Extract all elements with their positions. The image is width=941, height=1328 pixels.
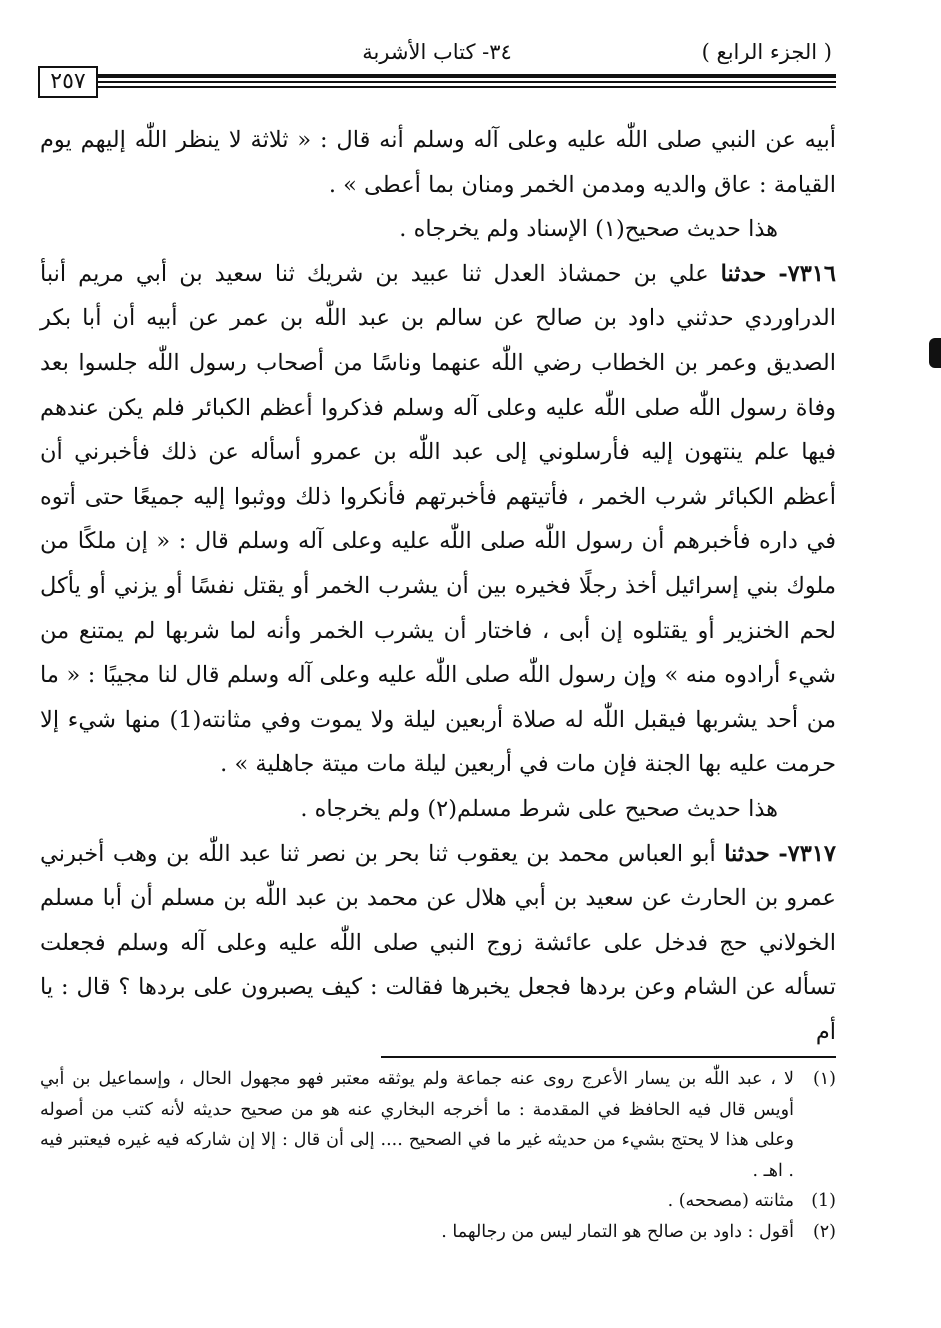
footnote-number: (٢) <box>812 1221 836 1242</box>
margin-tab-marker <box>929 338 941 368</box>
hadith-keyword: حدثنا <box>724 840 770 867</box>
paragraph-hadith-end: أبيه عن النبي صلى اللّٰه عليه وعلى آله وسلم أنه قال : « ثلاثة لا ينظر اللّٰه إليهم يوم القيامة : عاق والديه ومدمن الخمر ومنان بما أعطى » . <box>40 127 836 198</box>
hadith-text: علي بن حمشاذ العدل ثنا عبيد بن شريك ثنا سعيد بن أبي مريم أنبأ الدراوردي حدثني داود بن صالح عن سالم بن عبد اللّٰه بن عمر عن أبيه أن أبا بكر الصديق وعمر بن الخطاب رضي اللّٰه عنهما وناسًا من أصحاب رسول اللّٰه جلسوا بعد وفاة رسول اللّٰه صلى اللّٰه عليه وعلى آله وسلم فذكروا أعظم الكبائر فلم يكن عندهم فيها علم ينتهون إليه فأرسلوني إلى عبد اللّٰه بن عمرو أسأله عن ذلك فأخبرني أن أعظم الكبائر شرب الخمر ، فأتيتهم فأخبرتهم فأنكروا ذلك ووثبوا إليه جميعًا حتى أتوه في داره فأخبرهم أن رسول اللّٰه صلى اللّٰه عليه وعلى آله وسلم قال : « إن ملكًا من ملوك بني إسرائيل أخذ رجلًا فخيره بين أن يشرب الخمر أو يقتل نفسًا أو يزني أو يأكل لحم الخنزير أو يقتلوه إن أبى ، فاختار أن يشرب الخمر وأنه لما شربها لم يمتنع من شيء أرادوه منه » وإن رسول اللّٰه صلى اللّٰه عليه وعلى آله وسلم قال لنا مجيبًا : « ما من أحد يشربها فيقبل اللّٰه له صلاة أربعين ليلة ولا يموت وفي مثانته(1) منها شيء إلا حرمت عليه بها الجنة فإن مات في أربعين ليلة مات ميتة جاهلية » . <box>40 260 836 778</box>
header-rule <box>96 74 836 78</box>
hadith-number: ٧٣١٧- <box>778 840 836 867</box>
header-rule-thin <box>96 81 836 83</box>
hadith-number: ٧٣١٦- <box>778 260 837 287</box>
hadith-7316 <box>40 252 836 787</box>
footnote-rule <box>381 1056 836 1058</box>
hadith-keyword: حدثنا <box>720 260 767 287</box>
header-rule-thin-2 <box>96 86 836 88</box>
paragraph-grading-1: هذا حديث صحيح(١) الإسناد ولم يخرجاه . <box>399 216 778 243</box>
footnote-text: أقول : داود بن صالح هو التمار ليس من رجالهما . <box>441 1221 794 1242</box>
page-number: ٢٥٧ <box>38 66 98 98</box>
chapter-title: ٣٤- كتاب الأشربة <box>362 40 512 64</box>
hadith-text: أبو العباس محمد بن يعقوب ثنا بحر بن نصر ثنا عبد اللّٰه بن وهب أخبرني عمرو بن الحارث عن سعيد بن أبي هلال عن محمد بن عبد اللّٰه بن مسلم أن أبا مسلم الخولاني حج فدخل على عائشة زوج النبي صلى اللّٰه عليه وعلى آله وسلم فجعلت تسأله عن الشام وعن بردها فجعل يخبرها فقالت : كيف يصبرون على بردها ؟ قال : يا أم <box>40 840 836 1045</box>
footnote-number: (1) <box>811 1191 836 1211</box>
footnote <box>40 1217 836 1248</box>
footnote-text: مثانته (مصححه) . <box>667 1191 794 1211</box>
paragraph-grading-2: هذا حديث صحيح على شرط مسلم(٢) ولم يخرجاه . <box>300 795 778 822</box>
footnote <box>40 1186 836 1217</box>
footnote-text: لا ، عبد اللّٰه بن يسار الأعرج روى عنه جماعة ولم يوثقه معتبر فهو مجهول الحال ، وإسماعيل بن أبي أويس قال فيه الحافظ في المقدمة : ما أخرجه البخاري عنه هو من صحيح حديثه لأنه كتب من أصوله وعلى هذا لا يحتج بشيء من حديثه غير ما في الصحيح .... إلى أن قال : إلا إن شاركه فيه غيره فيعتبر فيه . اهـ . <box>40 1069 794 1181</box>
footnotes <box>40 1064 836 1247</box>
page-header <box>38 38 836 74</box>
main-text <box>40 118 836 1054</box>
volume-label: ( الجزء الرابع ) <box>701 40 832 64</box>
hadith-7317 <box>40 832 836 1055</box>
footnote <box>40 1064 836 1186</box>
footnote-number: (١) <box>812 1069 836 1089</box>
